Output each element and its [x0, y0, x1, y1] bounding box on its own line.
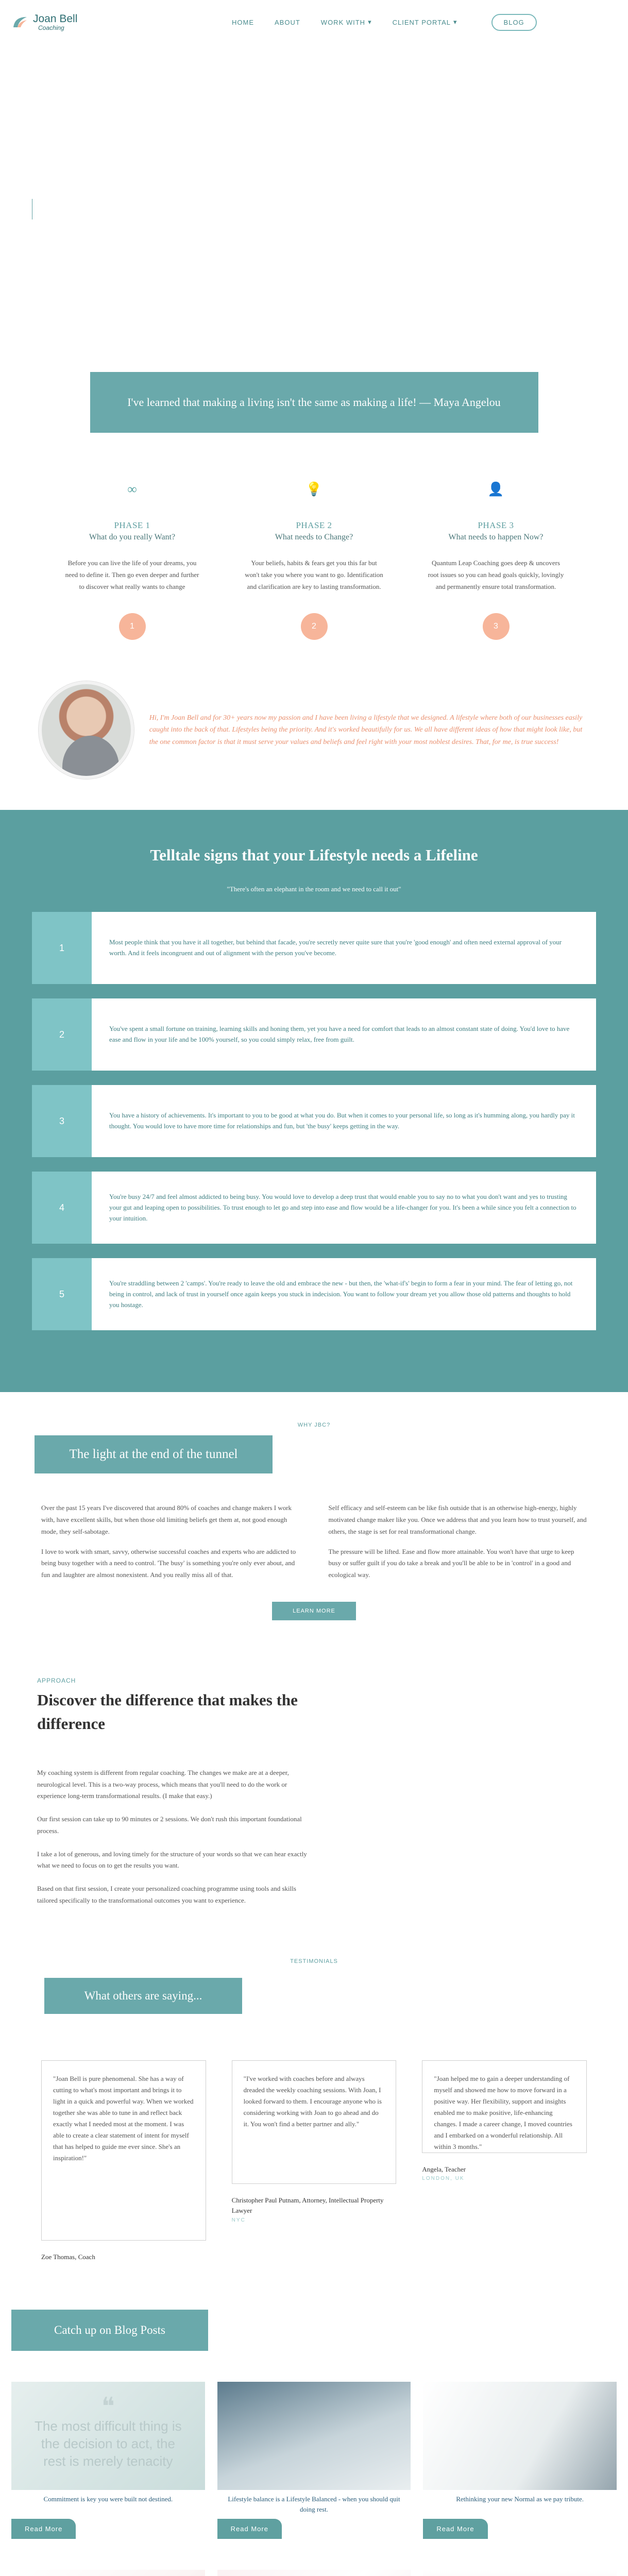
read-more-button[interactable]: Read More	[423, 2519, 487, 2539]
approach-section	[0, 1620, 628, 1907]
phase-subtitle: What needs to Change?	[275, 533, 353, 541]
sign-text: You have a history of achievements. It's important to you to be good at what you do. But when it comes to your personal life, so long as it's humming along, you hardly pay it thought. You would love to have more time for relationships and fun, but 'the busy' keeps getting in the way.	[109, 1111, 575, 1130]
section-label: APPROACH	[37, 1676, 76, 1684]
read-more-button[interactable]: Read More	[11, 2519, 76, 2539]
section-label: WHY JBC?	[297, 1422, 331, 1429]
nav-about[interactable]	[275, 19, 300, 26]
nav-home-label: HOME	[232, 18, 254, 26]
blog-title: Catch up on Blog Posts	[11, 2310, 208, 2351]
blog-card[interactable]	[11, 2382, 205, 2560]
blog-image[interactable]	[11, 2382, 205, 2490]
phase-card	[405, 479, 587, 640]
quote-box: I've learned that making a living isn't the same as making a life! — Maya Angelou	[90, 372, 538, 433]
chevron-down-icon: ▾	[453, 18, 457, 26]
sign-number: 5	[32, 1258, 92, 1330]
sign-number: 3	[32, 1085, 92, 1157]
quote-section	[0, 372, 628, 433]
blog-card[interactable]	[217, 2382, 411, 2560]
phase-subtitle: What do you really Want?	[89, 533, 176, 541]
logo-name: Joan Bell	[33, 12, 78, 25]
blog-section	[0, 2263, 628, 2576]
light-paragraph: Over the past 15 years I've discovered that around 80% of coaches and change makers I work with, have excellent skills, but when those old limiting beliefs get them at, not good enough mode, they self-sabotage.	[41, 1504, 292, 1535]
sign-item	[32, 998, 596, 1071]
logo-mark-icon	[11, 15, 29, 29]
light-column-right	[329, 1502, 587, 1589]
nav-client-portal[interactable]	[393, 18, 457, 26]
section-label: TESTIMONIALS	[290, 1958, 338, 1964]
phase-step-circle: 1	[119, 613, 146, 640]
blog-image[interactable]	[423, 2570, 617, 2576]
phase-title: PHASE 3	[478, 520, 514, 530]
nav-work-with[interactable]	[321, 18, 372, 26]
blog-image[interactable]	[423, 2382, 617, 2490]
blog-card[interactable]	[217, 2570, 411, 2576]
read-more-button[interactable]: Read More	[217, 2519, 282, 2539]
quote-icon: ❝	[101, 2393, 115, 2421]
sign-item	[32, 912, 596, 984]
approach-paragraph: Our first session can take up to 90 minutes or 2 sessions. We don't rush this important foundational process.	[37, 1815, 302, 1835]
phase-step-circle: 2	[301, 613, 328, 640]
phase-text: Quantum Leap Coaching goes deep & uncovers root issues so you can head goals quickly, lovingly and permanently ensure total transformation.	[428, 559, 564, 590]
testimonial-name: Zoe Thomas, Coach	[41, 2252, 95, 2261]
sign-number: 4	[32, 1172, 92, 1244]
approach-paragraph: I take a lot of generous, and loving timely for the structure of your words so that we can hear exactly what we need to focus on to get the results you want.	[37, 1850, 307, 1870]
intro-section	[0, 671, 628, 789]
signs-list	[11, 912, 617, 1330]
phase-text: Before you can live the life of your dreams, you need to define it. Then go even deeper and further to discover what really wants to change	[65, 559, 199, 590]
blog-grid	[0, 2382, 628, 2576]
signs-section	[0, 810, 628, 1392]
blog-image[interactable]	[11, 2570, 205, 2576]
light-paragraph: The pressure will be lifted. Ease and flow more attainable. You won't have that urge to keep busy or suffer guilt if you do take a break and you'll be able to be in 'control' in a good and ecological way.	[328, 1547, 574, 1579]
intro-text: Hi, I'm Joan Bell and for 30+ years now my passion and I have been living a lifestyle that we designed. A lifestyle where both of our businesses easily caught into the back of that. Lifestyles being the priority. And it's worked beautifully for us. We all have different ideas of how that might look like, but the one common factor is that it must serve your values and beliefs and feel right with your most noblest desires. That, for me, is true success!	[149, 714, 583, 747]
testimonial-role: NYC	[231, 2217, 246, 2224]
coach-photo	[39, 681, 134, 779]
approach-paragraph: Based on that first session, I create your personalized coaching programme using tools and skills tailored specifically to the transformational outcomes you want to experience.	[37, 1885, 296, 1904]
sign-text: Most people think that you have it all together, but behind that facade, you're secretly never quite sure that you're 'good enough' and often need external approval of your worth. And it feels incongruent and out of alignment with the person you've become.	[109, 938, 562, 957]
blog-image[interactable]	[217, 2382, 411, 2490]
testimonial	[422, 2060, 587, 2264]
phases-section	[0, 479, 628, 640]
light-column-left	[41, 1502, 300, 1589]
chevron-down-icon: ▾	[368, 18, 372, 26]
light-title: The light at the end of the tunnel	[35, 1435, 273, 1473]
testimonial-quote: "I've worked with coaches before and always dreaded the weekly coaching sessions. With Joan, I looked forward to them. I encourage anyone who is considering working with Joan to go ahead and do it. You won't find a better partner and ally."	[232, 2060, 397, 2184]
nav-client-portal-label: CLIENT PORTAL	[392, 18, 451, 26]
nav-about-label: ABOUT	[275, 18, 300, 26]
phase-text: Your beliefs, habits & fears get you this far but won't take you where you want to go. Identification and clarification are key to lasting transformation.	[245, 559, 383, 590]
phase-step-circle: 3	[483, 613, 510, 640]
sign-text: You're straddling between 2 'camps'. You're ready to leave the old and embrace the new - but then, the 'what-if's' begin to form a fear in your mind. The fear of letting go, not being in control, and lack of trust in yourself once again keeps you stuck in indecision. You want to follow your dream yet you allow those old patterns and thoughts to hold you hostage.	[109, 1279, 573, 1309]
blog-post-title[interactable]: Rethinking your new Normal as we pay tribute.	[456, 2495, 584, 2503]
phase-title: PHASE 1	[114, 520, 150, 530]
light-paragraph: Self efficacy and self-esteem can be like fish outside that is an otherwise high-energy, highly motivated change maker like you. Once we address that and you learn how to trust yourself, and others, the stage is set for real transformational change.	[328, 1504, 587, 1535]
signs-subtitle: "There's often an elephant in the room and we need to call it out"	[227, 885, 401, 893]
blog-card[interactable]	[423, 2382, 617, 2560]
sign-item	[32, 1258, 596, 1330]
testimonial-name: Angela, Teacher	[422, 2165, 466, 2173]
sign-item	[32, 1085, 596, 1157]
site-header	[0, 0, 628, 44]
sign-number: 2	[32, 998, 92, 1071]
hero-section	[0, 44, 628, 372]
sign-number: 1	[32, 912, 92, 984]
phase-card	[223, 479, 405, 640]
sign-item	[32, 1172, 596, 1244]
infinity-icon: ∞	[127, 482, 137, 497]
nav-home[interactable]	[232, 19, 254, 26]
testimonial-role: LONDON, UK	[422, 2176, 465, 2182]
approach-title: Discover the difference that makes the difference	[37, 1690, 298, 1733]
signs-title: Telltale signs that your Lifestyle needs a Lifeline	[150, 846, 478, 865]
sign-text: You're busy 24/7 and feel almost addicted to being busy. You would love to develop a deep trust that would enable you to say no to what you don't want and yes to trusting your gut and leaping open to possibilities. To trust enough to let go and step into ease and flow would be a life-changer for you. It's been a while since you felt a connection to your intuition.	[109, 1193, 576, 1222]
blog-image[interactable]	[217, 2570, 411, 2576]
testimonials-title: What others are saying...	[44, 1978, 242, 2014]
main-nav	[232, 14, 537, 31]
logo[interactable]	[11, 13, 166, 31]
testimonial-name: Christopher Paul Putnam, Attorney, Intellectual Property Lawyer	[231, 2196, 384, 2215]
blog-image-text: The most difficult thing is the decision to act, the rest is merely tenacity	[35, 2418, 182, 2469]
blog-post-title[interactable]: Commitment is key you were built not destined.	[43, 2495, 173, 2503]
phase-card	[41, 479, 223, 640]
testimonial-quote: "Joan Bell is pure phenomenal. She has a way of cutting to what's most important and brings it to light in a quick and powerful way. When we worked together she was able to tune in and reflect back exactly what I needed most at the moment. I was able to create a clear statement of intent for myself that has helped to guide me ever since. She's an inspiration!"	[41, 2060, 206, 2241]
logo-subtitle: Coaching	[38, 24, 64, 31]
nav-work-with-label: WORK WITH	[320, 18, 366, 26]
testimonial	[41, 2060, 206, 2264]
phase-title: PHASE 2	[296, 520, 332, 530]
testimonials-section	[0, 1918, 628, 2264]
blog-card[interactable]	[11, 2570, 205, 2576]
blog-card[interactable]	[423, 2570, 617, 2576]
light-paragraph: I love to work with smart, savvy, otherwise successful coaches and experts who are addicted to being busy together with a need to control. 'The busy' is something you're only ever about, and fun and laughter are almost nonexistent. And you really miss all of that.	[41, 1547, 296, 1579]
approach-paragraph: My coaching system is different from regular coaching. The changes we make are at a deeper, neurological level. This is a two-way process, which means that you'll need to do the work or experience long-term transformational results. (I make that easy.)	[37, 1768, 289, 1800]
learn-more-button[interactable]: LEARN MORE	[272, 1602, 356, 1620]
testimonial	[232, 2060, 397, 2264]
phase-subtitle: What needs to happen Now?	[448, 533, 544, 541]
sign-text: You've spent a small fortune on training, learning skills and honing them, yet you have a need for comfort that leads to an almost constant state of doing. You'd love to have ease and flow in your life and be 100% yourself, so you could simply relax, free from guilt.	[109, 1025, 570, 1044]
light-section	[0, 1392, 628, 1620]
lightbulb-icon: 💡	[305, 482, 323, 497]
testimonial-quote: "Joan helped me to gain a deeper understanding of myself and showed me how to move forward in a positive way. Her flexibility, support and insights enabled me to make positive, life-enhancing changes. I made a career change, I moved countries and I embarked on a wonderful relationship. All within 3 months."	[422, 2060, 587, 2153]
blog-post-title[interactable]: Lifestyle balance is a Lifestyle Balanced - when you should quit doing rest.	[228, 2495, 400, 2513]
nav-blog-button[interactable]: BLOG	[491, 14, 537, 31]
person-icon: 👤	[487, 482, 504, 497]
